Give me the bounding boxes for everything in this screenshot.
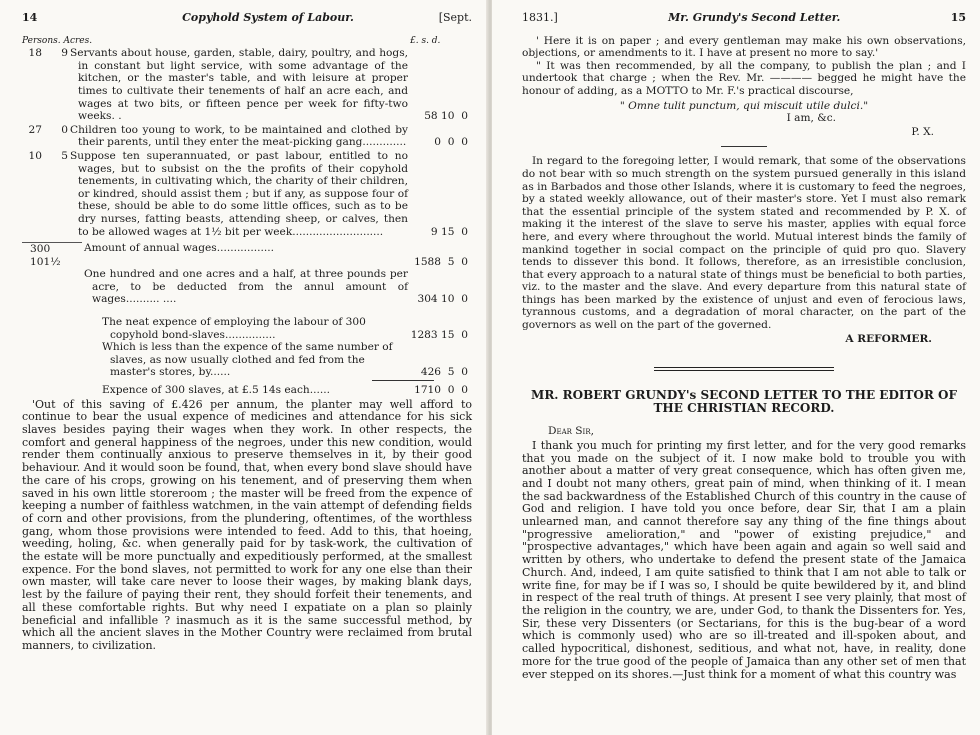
quote-paragraph: " It was then recommended, by all the company, to publish the plan ; and I undertook that charge ; when the Rev. Mr. ———— begged he might have the honour of adding, as a MOTTO to Mr. F.'s practical discourse, [522, 59, 966, 97]
section-rule [721, 146, 767, 147]
neat-row [102, 316, 472, 341]
letter-paragraph: I thank you much for printing my first letter, and for the very good remarks that you made on the subject of it. I now make bold to trouble you with another about a matter of very great consequence, which has often given me, and I doubt not many others, great pain of mind, when thinking of it. I mean the sad backwardness of the Established Church of this country in the cause of God and religion. I have told you once before, dear Sir, that I am a plain unlearned man, and cannot therefore say any thing of the fine things about "progressive amelioration," and "power of existing prejudice," and "prospective advantages," which have been again and again so well said and written by others, who undertake to defend the present state of the Jamaica Church. And, indeed, I am quite satisfied to think that I am not able to talk or write fine, for may be if I was so, I should be quite bewildered by it, and blind in respect of the real truth of things. At present I see very plainly, that most of the religion in the country, we are, under God, to thank the Dissenters for. Yes, Sir, these very Dissenters (or Sectarians, for this is the bug-bear of a word which is commonly used) who are so ill-treated and ill-spoken about, and called hypocritical, dishonest, seditious, and what not, have, in reality, done more for the true good of the people of Jamaica than any other set of men that ever stepped on its shores.—Just think for a moment of what this country was [522, 438, 966, 681]
deduct-row [22, 268, 472, 306]
column-header-left: Persons. Acres. [22, 35, 93, 46]
left-page [0, 0, 488, 735]
persons-cell: 10 [28, 149, 42, 162]
acres-cell: 9 [61, 47, 68, 60]
signature-px: P. X. [911, 125, 934, 138]
amount-cell: 0 0 0 [434, 136, 468, 149]
description-cell: Suppose ten superannuated, or past labour, entitled to no wages, but to subsist on the the profits of their copyhold tenements, in cultivating which, the charity of their children, or kindred, should assist them ; but if any, as suppose four of these, should be able to do some little offices, such as to be dry nurses, fatting beasts, attending sheep, or calves, then to be allowed wages at 1½ bit per week........................... [70, 149, 408, 238]
description-cell: Servants about house, garden, stable, dairy, poultry, and hogs, in constant but light service, with some advantage of the kitchen, or the master's table, and with leisure at proper times to cultivate their tenements of half an acre each, and wages at two bits, or fifteen pence per week for fifty-two weeks. . [70, 47, 408, 123]
table-row [22, 47, 472, 123]
motto: " Omne tulit punctum, qui miscuit utile dulci." [619, 99, 869, 112]
neat-amount: 1283 15 0 [410, 328, 468, 341]
left-running-title: Copyhold System of Labour. [182, 11, 354, 24]
total-row [22, 242, 472, 268]
expence-row [102, 384, 472, 397]
right-running-title: Mr. Grundy's Second Letter. [668, 11, 841, 24]
signature-reformer: A REFORMER. [845, 332, 932, 345]
amount-cell: 58 10 0 [424, 110, 468, 123]
closing: I am, &c. [786, 112, 836, 125]
description-cell: Children too young to work, to be maintained and clothed by their parents, until they enter the meat-picking gang............. [70, 123, 408, 149]
acres-cell: 0 [61, 123, 68, 136]
amount-cell: 9 15 0 [430, 225, 468, 238]
column-header [22, 35, 472, 48]
quote-paragraph: ' Here it is on paper ; and every gentleman may make his own observations, objections, or amendments to it. I have at present no more to say.' [522, 34, 966, 60]
less-amount: 426 5 0 [420, 366, 468, 379]
sum-rule [372, 380, 434, 381]
total-text: Amount of annual wages................. [84, 242, 274, 255]
less-row [102, 341, 472, 379]
persons-cell: 27 [28, 123, 42, 136]
right-running-head [522, 12, 966, 25]
total-persons-acres: 300 101½ [22, 242, 82, 268]
left-page-number: 14 [22, 11, 38, 24]
total-amount: 1588 5 0 [414, 255, 468, 268]
salutation: Dear Sir, [548, 425, 594, 438]
double-rule [654, 367, 834, 371]
left-running-date: [Sept. [438, 11, 472, 24]
expence-text: Expence of 300 slaves, at £.5 14s each...... [102, 384, 330, 397]
deduct-text: One hundred and one acres and a half, at three pounds per acre, to be deducted from the annul amount of wages.......... .... [84, 268, 408, 306]
less-text: Which is less than the expence of the same number of slaves, as now usually clothed and fed from the master's stores, by...... [102, 341, 393, 379]
persons-cell: 18 [28, 47, 42, 60]
deduct-amount: 304 10 0 [417, 293, 468, 306]
left-body-paragraph: 'Out of this saving of £.426 per annum, the planter may well afford to continue to bear the usual expence of medicines and attendance for his sick slaves besides paying their wages when they work. In other respects, the comfort and general happiness of the negroes, under this new condition, would render them continually anxious to preserve themselves in it, by their good behaviour. And it would soon be found, that, when every bond slave should have the care of his crops, growing on his tenement, and of preserving them when saved in his own little storeroom ; the master will be freed from the expence of keeping a number of faithless watchmen, in the vain attempt of defending fields of corn and other provisions, from the plundering, oftentimes, of the worthless gang, whom those provisions were intended to feed. Add to this, that hoeing, weeding, holing, &c. when generally paid for by task-work, the cultivation of the estate will be more punctually and expeditiously performed, at the smallest expence. For the bond slaves, not permitted to work for any one else than their own master, will take care never to loose their wages, by making blank days, lest by the failure of paying their rent, they should forfeit their tenements, and all these comfortable rights. But why need I expatiate on a plan so plainly beneficial and infallible ? inasmuch as it is the same successful method, by which all the ancient slaves in the Mother Country were reclaimed from brutal manners, to civilization. [22, 397, 472, 652]
neat-text: The neat expence of employing the labour of 300 copyhold bond-slaves............... [102, 316, 366, 341]
column-header-right: £. s. d. [410, 35, 441, 46]
acres-cell: 5 [61, 149, 68, 162]
expence-amount: 1710 0 0 [414, 384, 468, 397]
left-running-head [22, 12, 472, 25]
table-row [22, 124, 472, 149]
reformer-paragraph: In regard to the foregoing letter, I would remark, that some of the observations do not bear with so much strength on the system pursued generally in this island as in Barbados and those other Islands, where it is customary to feed the negroes, by a stated weekly allowance, out of their master's store. Yet I must also remark that the essential principle of the system stated and recommended by P. X. of making it the interest of the slave to serve his master, applies with equal force here, and every where throughout the world. Mutual interest binds the family of mankind together in social compact on the principle of quid pro quo. Slavery tends to dissever this bond. It follows, therefore, as an irresistible conclusion, that every approach to a natural state of things must be beneficial to both parties, viz. to the master and the slave. And every departure from this natural state of things has been marked by the existence of unjust and even of ferocious laws, tyrannous customs, and a degradation of moral character, on the part of the governors as well on the part of the governed. [522, 155, 966, 332]
right-page-number: 15 [950, 11, 966, 24]
article-title: MR. ROBERT GRUNDY's SECOND LETTER TO THE EDITOR OF THE CHRISTIAN RECORD. [531, 388, 957, 416]
table-row [22, 150, 472, 238]
right-running-date: 1831.] [522, 11, 558, 24]
right-page [492, 0, 980, 735]
